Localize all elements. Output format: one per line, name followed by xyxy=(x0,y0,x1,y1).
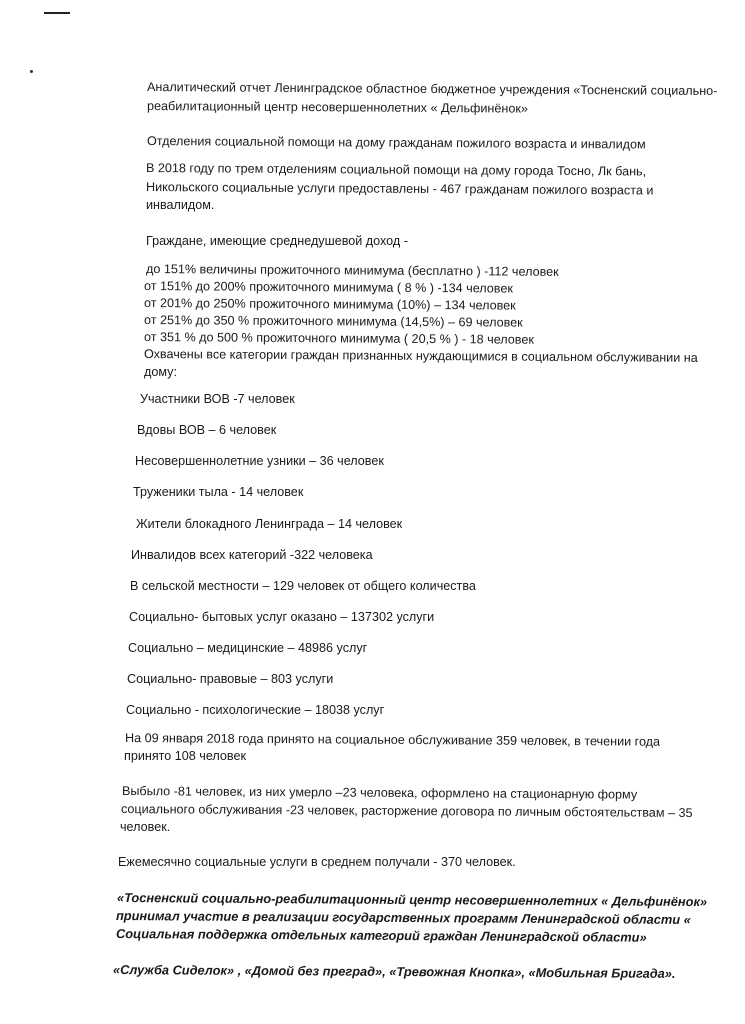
header-line-1: Аналитический отчет Ленинградское областное бюджетное учреждения «Тосненский социально- xyxy=(146,80,718,98)
scan-dot xyxy=(30,70,33,73)
category-item: Труженики тыла - 14 человек xyxy=(133,485,304,499)
income-item: от 151% до 200% прожиточного минимума ( 8 % ) -134 человек xyxy=(143,279,513,296)
income-item: до 151% величины прожиточного минимума (бесплатно ) -112 человек xyxy=(145,262,559,279)
accepted-line-2: принято 108 человек xyxy=(124,749,246,763)
category-item: Социально- правовые – 803 услуги xyxy=(127,672,334,686)
section-title: Отделения социальной помощи на дому гражданам пожилого возраста и инвалидом xyxy=(146,134,646,152)
header-line-2: реабилитационный центр несовершеннолетних « Дельфинёнок» xyxy=(146,99,528,116)
left-line-1: Выбыло -81 человек, из них умерло –23 человека, оформлено на стационарную форму xyxy=(121,784,638,802)
bold-line-2: принимал участие в реализации государственных программ Ленинградской области « xyxy=(115,908,691,928)
intro-line-1: В 2018 году по трем отделениям социальной помощи на дому города Тосно, Лк бань, xyxy=(145,161,647,179)
bold-line-3: Социальная поддержка отдельных категорий граждан Ленинградской области» xyxy=(115,926,647,945)
category-item: Несовершеннолетние узники – 36 человек xyxy=(135,454,384,468)
income-item: от 351 % до 500 % прожиточного минимума ( 20,5 % ) - 18 человек xyxy=(143,330,534,347)
covered-line-2: дому: xyxy=(144,365,177,379)
category-item: Социально- бытовых услуг оказано – 137302 услуги xyxy=(129,610,435,624)
category-item: Социально - психологические – 18038 услуг xyxy=(126,703,385,717)
income-item: от 201% до 250% прожиточного минимума (10%) – 134 человек xyxy=(143,296,516,313)
programs-text: «Служба Сиделок» , «Домой без преград», «Тревожная Кнопка», «Мобильная Бригада». xyxy=(112,962,676,981)
intro-line-3: инвалидом. xyxy=(146,198,215,212)
accepted-line-1: На 09 января 2018 года принято на социальное обслуживание 359 человек, в течении года xyxy=(124,731,661,749)
bold-line-1: «Тосненский социально-реабилитационный центр несовершеннолетних « Дельфинёнок» xyxy=(116,890,708,910)
income-item: от 251% до 350 % прожиточного минимума (14,5%) – 69 человек xyxy=(143,313,523,330)
left-line-3: человек. xyxy=(120,820,171,834)
scan-mark xyxy=(44,12,70,14)
intro-line-2: Никольского социальные услуги предоставлены - 467 гражданам пожилого возраста и xyxy=(145,180,654,198)
covered-line-1: Охвачены все категории граждан признанных нуждающимися в социальном обслуживании на xyxy=(143,347,698,365)
left-line-2: социального обслуживания -23 человек, расторжение договора по личным обстоятельствам – 35 xyxy=(120,802,693,820)
category-item: В сельской местности – 129 человек от общего количества xyxy=(130,579,476,593)
category-item: Жители блокадного Ленинграда – 14 человек xyxy=(136,517,403,531)
income-title: Граждане, имеющие среднедушевой доход - xyxy=(146,234,408,248)
category-item: Инвалидов всех категорий -322 человека xyxy=(131,548,373,562)
category-item: Социально – медицинские – 48986 услуг xyxy=(128,641,368,655)
monthly-text: Ежемесячно социальные услуги в среднем получали - 370 человек. xyxy=(118,855,516,869)
category-item: Вдовы ВОВ – 6 человек xyxy=(137,423,277,437)
category-item: Участники ВОВ -7 человек xyxy=(140,392,295,406)
